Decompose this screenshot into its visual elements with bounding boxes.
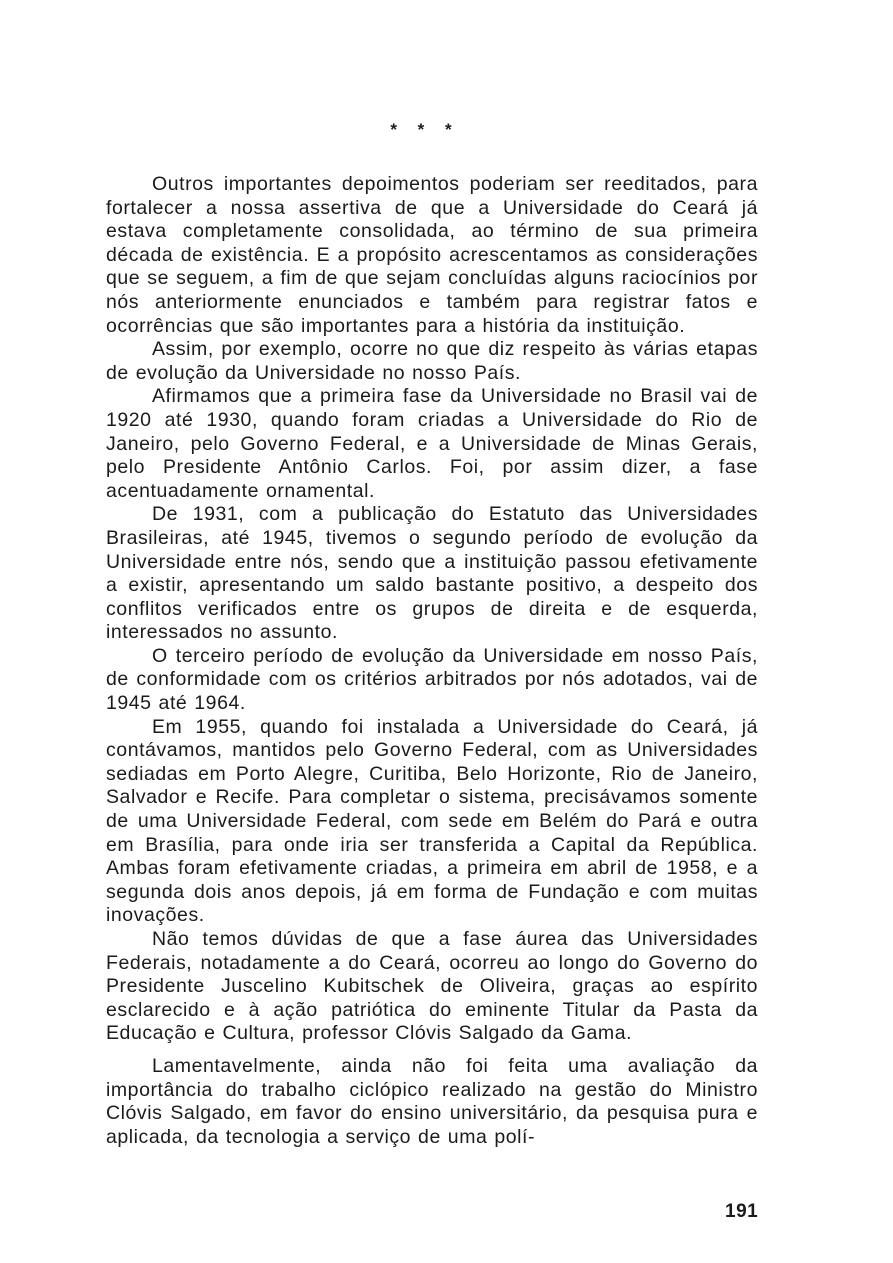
body-text	[106, 173, 758, 1149]
paragraph: De 1931, com a publicação do Estatuto das Universidades Brasileiras, até 1945, tivemos o segundo período de evolução da Universidade entre nós, sendo que a instituição passou efetivamente a existir, apresentando um saldo bastante positivo, a despeito dos conflitos verificados entre os grupos de direita e de esquerda, interessados no assunto.	[106, 503, 758, 644]
paragraph: Em 1955, quando foi instalada a Universidade do Ceará, já contávamos, mantidos pelo Governo Federal, com as Universidades sediadas em Porto Alegre, Curitiba, Belo Horizonte, Rio de Janeiro, Salvador e Recife. Para completar o sistema, precisávamos somente de uma Universidade Federal, com sede em Belém do Pará e outra em Brasília, para onde iria ser transferida a Capital da República. Ambas foram efetivamente criadas, a primeira em abril de 1958, e a segunda dois anos depois, já em forma de Fundação e com muitas inovações.	[106, 715, 758, 927]
page-number: 191	[725, 1201, 759, 1222]
paragraph: O terceiro período de evolução da Universidade em nosso País, de conformidade com os critérios arbitrados por nós adotados, vai de 1945 até 1964.	[106, 644, 758, 715]
paragraph: Afirmamos que a primeira fase da Universidade no Brasil vai de 1920 até 1930, quando foram criadas a Universidade do Rio de Janeiro, pelo Governo Federal, e a Universidade de Minas Gerais, pelo Presidente Antônio Carlos. Foi, por assim dizer, a fase acentuadamente ornamental.	[106, 385, 758, 502]
paragraph: Assim, por exemplo, ocorre no que diz respeito às várias etapas de evolução da Universidade no nosso País.	[106, 338, 758, 384]
section-separator: * * *	[390, 120, 460, 139]
paragraph: Lamentavelmente, ainda não foi feita uma avaliação da importância do trabalho ciclópico realizado na gestão do Ministro Clóvis Salgado, em favor do ensino universitário, da pesquisa pura e aplicada, da tecnologia a serviço de uma polí-	[106, 1054, 758, 1148]
paragraph: Não temos dúvidas de que a fase áurea das Universidades Federais, notadamente a do Ceará, ocorreu ao longo do Governo do Presidente Juscelino Kubitschek de Oliveira, graças ao espírito esclarecido e à ação patriótica do eminente Titular da Pasta da Educação e Cultura, professor Clóvis Salgado da Gama.	[106, 928, 758, 1045]
paragraph: Outros importantes depoimentos poderiam ser reeditados, para fortalecer a nossa assertiva de que a Universidade do Ceará já estava completamente consolidada, ao término de sua primeira década de existência. E a propósito acrescentamos as considerações que se seguem, a fim de que sejam concluídas alguns raciocínios por nós anteriormente enunciados e também para registrar fatos e ocorrências que são importantes para a história da instituição.	[106, 173, 758, 337]
